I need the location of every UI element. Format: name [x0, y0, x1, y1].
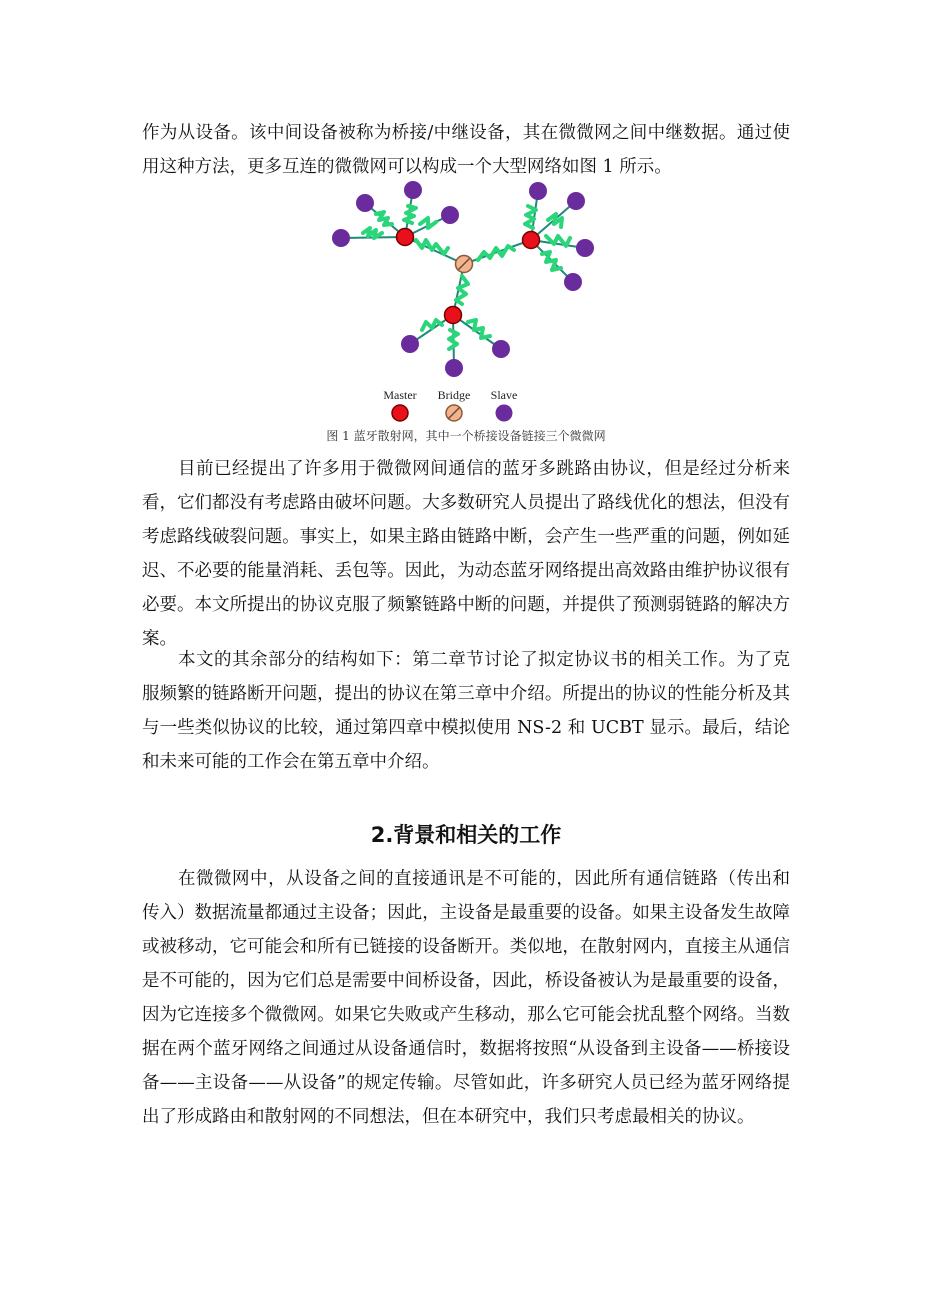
- slave-node: [445, 359, 463, 377]
- slave-node: [492, 340, 510, 358]
- legend-master-swatch: [392, 405, 408, 421]
- master-node: [445, 307, 462, 324]
- slave-node: [564, 273, 582, 291]
- figure-legend: [383, 388, 517, 422]
- slave-node: [404, 181, 422, 199]
- scatternet-diagram: [318, 178, 618, 423]
- slave-node: [401, 335, 419, 353]
- legend-slave-label: Slave: [490, 388, 518, 402]
- legend-bridge-label: Bridge: [437, 388, 471, 402]
- slave-node: [567, 192, 585, 210]
- slave-node: [441, 206, 459, 224]
- scatternet-figure: [318, 178, 618, 423]
- paragraph-2: 目前已经提出了许多用于微微网间通信的蓝牙多跳路由协议，但是经过分析来看，它们都没有考虑路由破坏问题。大多数研究人员提出了路线优化的想法，但没有考虑路线破裂问题。事实上，如果主路由链路中断，会产生一些严重的问题，例如延迟、不必要的能量消耗、丢包等。因此，为动态蓝牙网络提出高效路由维护协议很有必要。本文所提出的协议克服了频繁链路中断的问题，并提供了预测弱链路的解决方案。: [142, 459, 790, 649]
- paragraph-1: 作为从设备。该中间设备被称为桥接/中继设备，其在微微网之间中继数据。通过使用这种方法，更多互连的微微网可以构成一个大型网络如图 1 所示。: [142, 123, 790, 177]
- slave-node: [356, 194, 374, 212]
- figure-caption: 图 1 蓝牙散射网，其中一个桥接设备链接三个微微网: [326, 429, 606, 443]
- slave-node: [576, 239, 594, 257]
- piconet-links: [341, 190, 585, 368]
- legend-master-label: Master: [383, 388, 417, 402]
- paragraph-4: 在微微网中，从设备之间的直接通讯是不可能的，因此所有通信链路（传出和传入）数据流量都通过主设备；因此，主设备是最重要的设备。如果主设备发生故障或被移动，它可能会和所有已链接的设备断开。类似地，在散射网内，直接主从通信是不可能的，因为它们总是需要中间桥设备，因此，桥设备被认为是最重要的设备，因为它连接多个微微网。如果它失败或产生移动，那么它可能会扰乱整个网络。当数据在两个蓝牙网络之间通过从设备通信时，数据将按照“从设备到主设备——桥接设备——主设备——从设备”的规定传输。尽管如此，许多研究人员已经为蓝牙网络提出了形成路由和散射网的不同想法，但在本研究中，我们只考虑最相关的协议。: [142, 869, 790, 1127]
- master-node: [523, 232, 540, 249]
- master-node: [397, 229, 414, 246]
- slave-node: [529, 182, 547, 200]
- bridge-node: [456, 256, 473, 273]
- link-right-master-bridge: [464, 240, 531, 264]
- paragraph-3: 本文的其余部分的结构如下：第二章节讨论了拟定协议书的相关工作。为了克服频繁的链路断开问题，提出的协议在第三章中介绍。所提出的协议的性能分析及其与一些类似协议的比较，通过第四章中模拟使用 NS-2 和 UCBT 显示。最后，结论和未来可能的工作会在第五章中介绍。: [142, 650, 790, 772]
- link-left-master-bridge: [405, 237, 464, 264]
- section-heading: 2.背景和相关的工作: [370, 823, 562, 847]
- slave-node: [332, 229, 350, 247]
- legend-slave-swatch: [496, 405, 513, 422]
